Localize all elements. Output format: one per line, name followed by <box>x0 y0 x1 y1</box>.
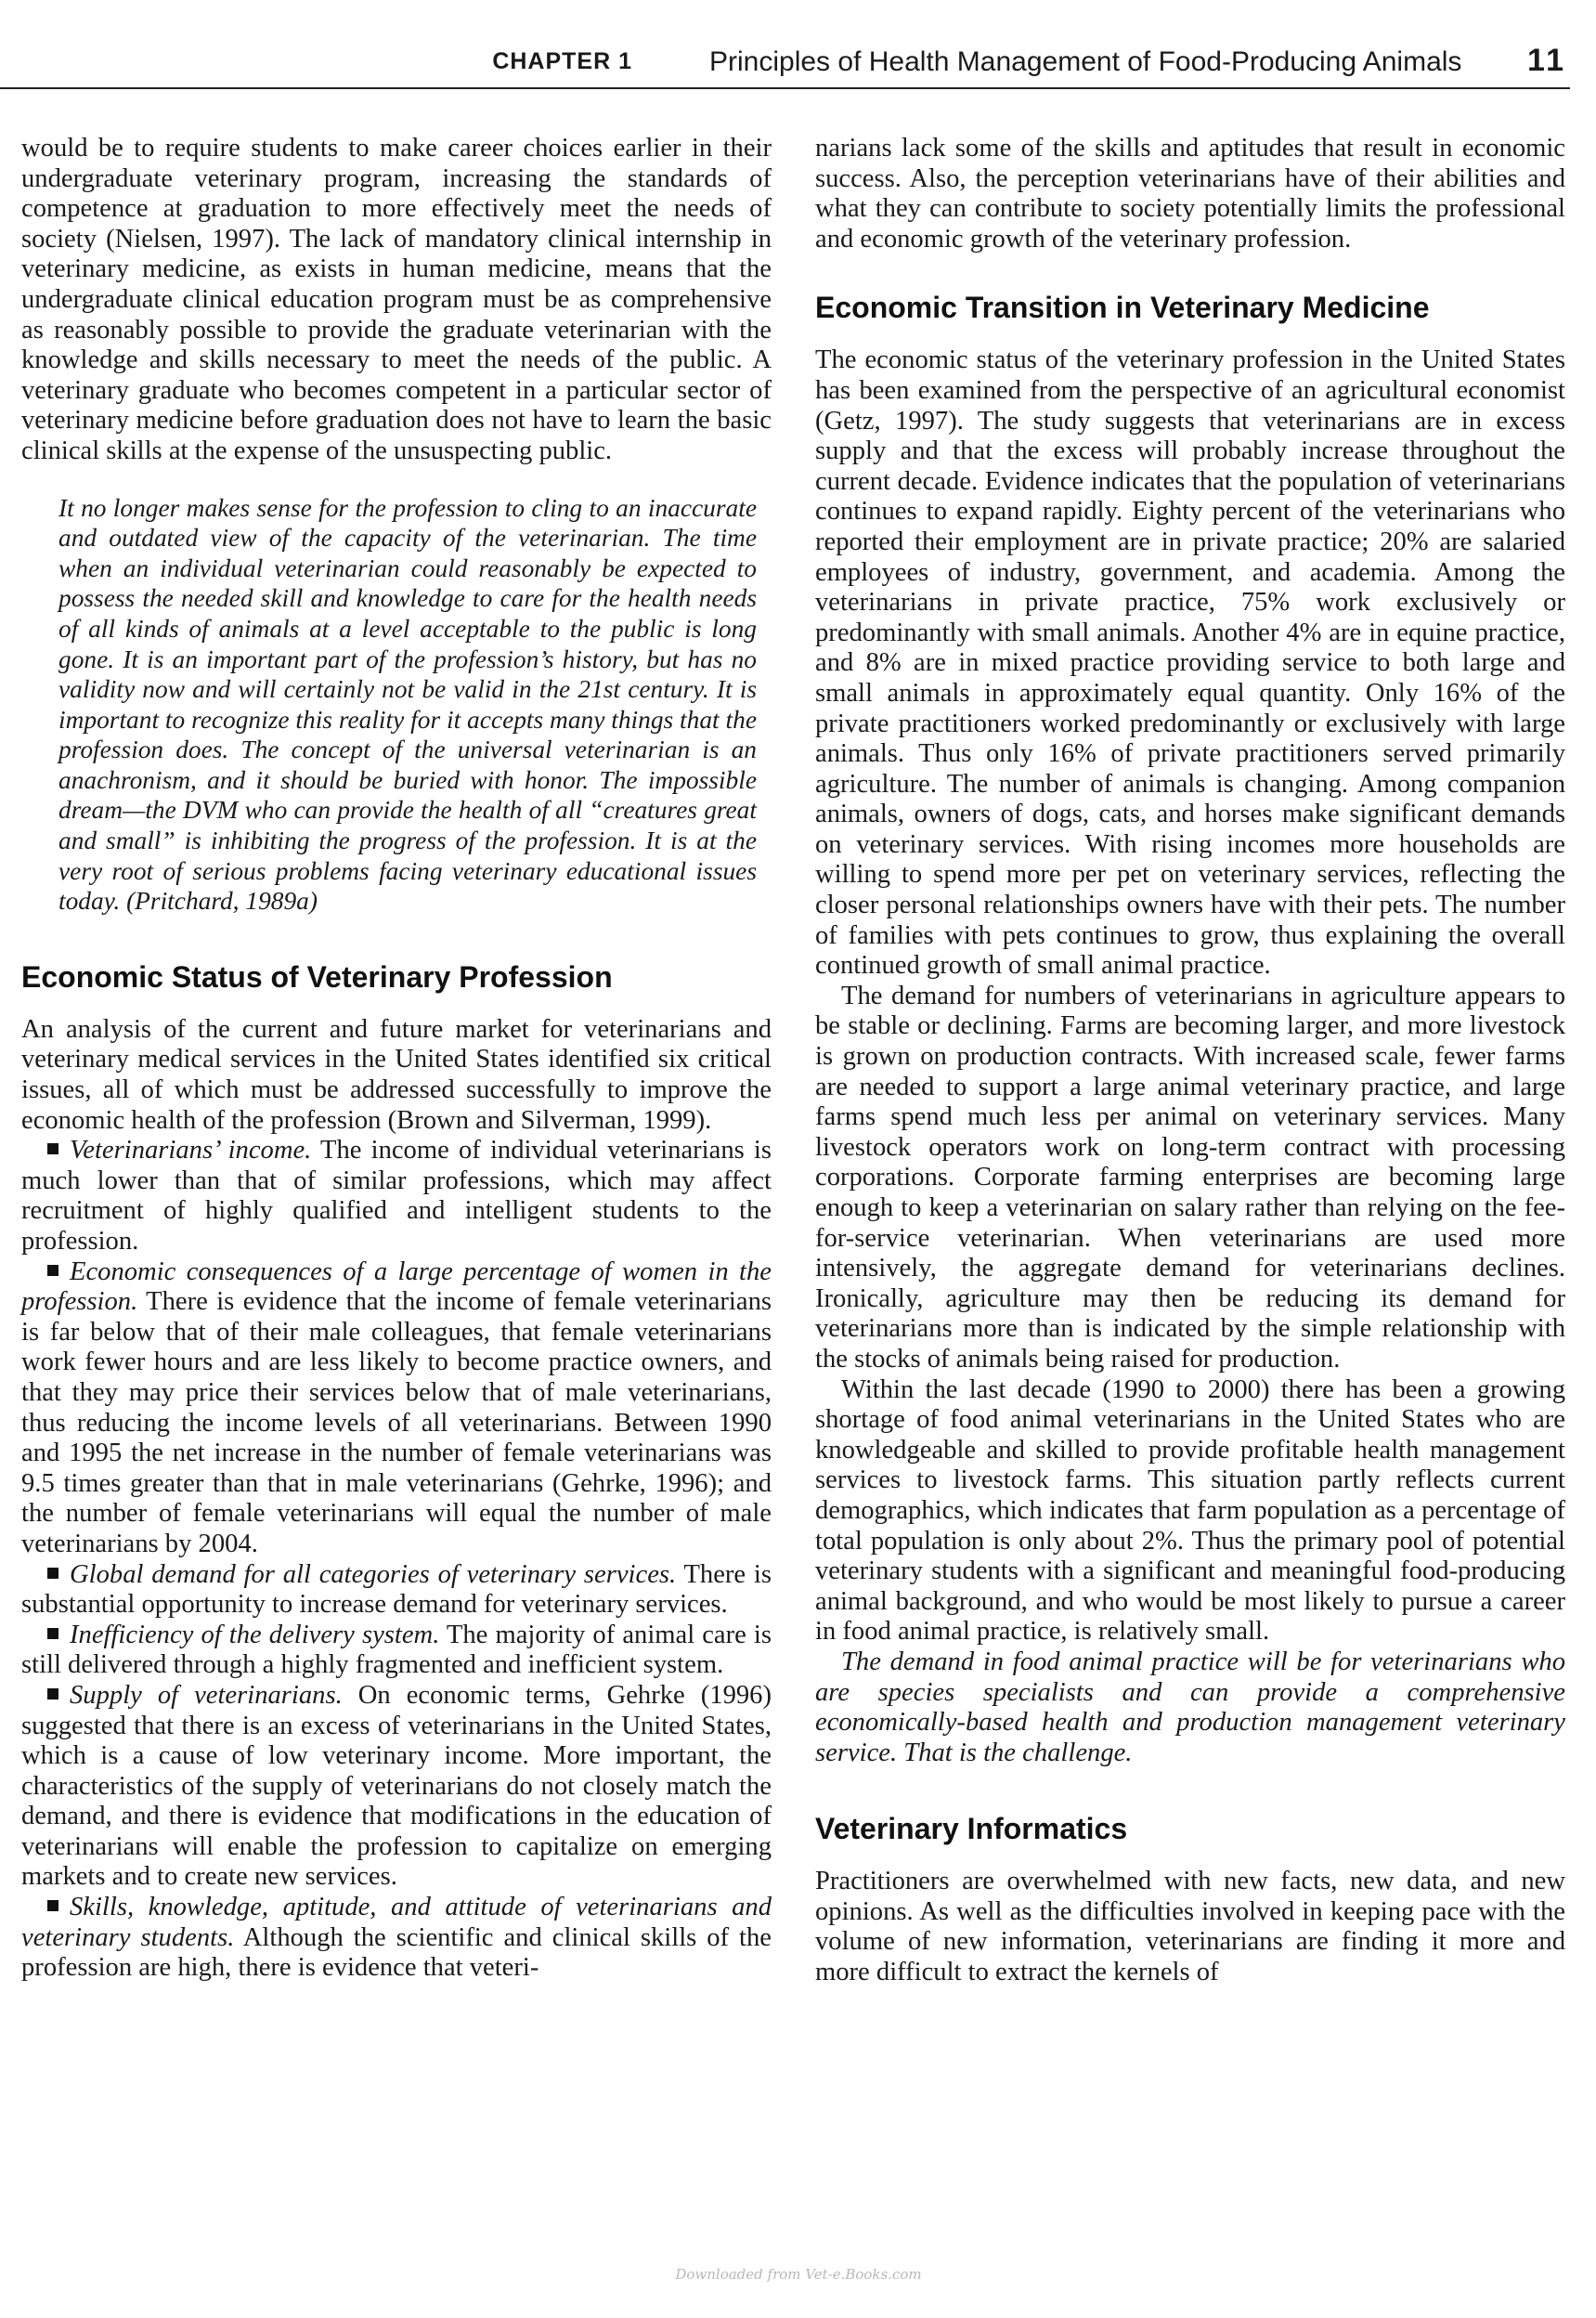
chapter-label: CHAPTER 1 <box>492 48 632 74</box>
page-number: 11 <box>1527 43 1566 78</box>
bullet-term: Global demand for all categories of veterinary services. <box>70 1559 677 1589</box>
download-watermark: Downloaded from Vet-e.Books.com <box>675 2266 922 2283</box>
paragraph: Within the last decade (1990 to 2000) there has been a growing shortage of food animal veterinarians in the United States who are knowledgeable and skilled to provide profitable health management services to livestock farms. This situation partly reflects current demographics, which indicates that farm population as a percentage of total population is only about 2%. Thus the primary pool of potential veterinary students with a significant and meaningful food-producing animal background, and who would be most likely to pursue a career in food animal practice, is relatively small. <box>815 1374 1565 1647</box>
square-bullet-icon <box>47 1265 58 1276</box>
bullet-text: There is evidence that the income of female veterinarians is far below that of their male colleagues, that female veterinarians work fewer hours and are less likely to become practice owners, and that they may price their services below that of male veterinarians, thus reducing the income levels of all veterinarians. Between 1990 and 1995 the net increase in the number of female veterinarians was 9.5 times greater than that in male veterinarians (Gehrke, 1996); and the number of female veterinarians will equal the number of male veterinarians by 2004. <box>21 1287 772 1558</box>
quote-citation: (Pritchard, 1989a) <box>126 887 318 916</box>
square-bullet-icon <box>47 1688 58 1699</box>
section-heading-economic-transition: Economic Transition in Veterinary Medicine <box>815 291 1430 325</box>
section-heading-veterinary-informatics: Veterinary Informatics <box>815 1812 1128 1846</box>
square-bullet-icon <box>47 1900 58 1911</box>
square-bullet-icon <box>47 1568 58 1579</box>
bullet-item <box>21 1621 772 1681</box>
bullet-text: Although the scientific and clinical skills of the profession are high, there is evidence that veteri- <box>21 1922 772 1983</box>
bullet-text: On economic terms, Gehrke (1996) suggested that there is an excess of veterinarians in the United States, which is a cause of low veterinary income. More important, the characteristics of the supply of veterinarians do not closely match the demand, and there is evidence that modifications in the education of veterinarians will enable the profession to capitalize on emerging markets and to create new services. <box>21 1680 772 1892</box>
paragraph-emphasis: The demand in food animal practice will be for veterinarians who are species specialists and can provide a comprehensive economically-based health and production management veterinary service. That is the challenge. <box>815 1647 1565 1767</box>
bullet-term: Veterinarians’ income. <box>70 1136 312 1166</box>
bullet-text: The majority of animal care is still delivered through a highly fragmented and inefficient system. <box>21 1620 772 1680</box>
bullet-term: Inefficiency of the delivery system. <box>70 1620 440 1649</box>
bullet-term: Economic consequences of a large percentage of women in the profession. <box>21 1257 772 1317</box>
left-column <box>21 134 772 1984</box>
bullet-item <box>21 1136 772 1257</box>
bullet-item <box>21 1681 772 1893</box>
bullet-term: Skills, knowledge, aptitude, and attitude of veterinarians and veterinary students. <box>21 1893 772 1952</box>
right-column <box>815 134 1565 1988</box>
bullet-item <box>21 1893 772 1984</box>
chapter-title: Principles of Health Management of Food-Producing Animals <box>709 46 1462 77</box>
paragraph: narians lack some of the skills and aptitudes that result in economic success. Also, the perception veterinarians have of their abilities and what they can contribute to society potentially limits the professional and economic growth of the veterinary profession. <box>815 134 1565 254</box>
section-heading-economic-status: Economic Status of Veterinary Profession <box>21 959 613 994</box>
paragraph: Practitioners are overwhelmed with new facts, new data, and new opinions. As well as the difficulties involved in keeping pace with the volume of new information, veterinarians are finding it more and more difficult to extract the kernels of <box>815 1867 1565 1987</box>
bullet-term: Supply of veterinarians. <box>70 1680 343 1710</box>
bullet-item <box>21 1257 772 1560</box>
square-bullet-icon <box>47 1143 58 1154</box>
paragraph: The demand for numbers of veterinarians in agriculture appears to be stable or declining. Farms are becoming larger, and more livestock is grown on production contracts. With increased scale, fewer farms are needed to support a large animal veterinary practice, and large farms spend much less per animal on veterinary services. Many livestock operators work on long-term contract with processing corporations. Corporate farming enterprises are becoming large enough to keep a veterinarian on salary rather than relying on the fee-for-service veterinarian. When veterinarians are used more intensively, the aggregate demand for veterinarians declines. Ironically, agriculture may then be reducing its demand for veterinarians more than is indicated by the simple relationship with the stocks of animals being raised for production. <box>815 981 1565 1374</box>
bullet-item <box>21 1560 772 1621</box>
paragraph: The economic status of the veterinary profession in the United States has been examined from the perspective of an agricultural economist (Getz, 1997). The study suggests that veterinarians are in excess supply and that the excess will probably increase throughout the current decade. Evidence indicates that the population of veterinarians continues to expand rapidly. Eighty percent of the veterinarians who reported their employment are in private practice; 20% are salaried employees of industry, government, and academia. Among the veterinarians in private practice, 75% work exclusively or predominantly with small animals. Another 4% are in equine practice, and 8% are in mixed practice providing service to both large and small animals in approximately equal quantity. Only 16% of the private practitioners worked predominantly or exclusively with large animals. Thus only 16% of private practitioners served primarily agriculture. The number of animals is changing. Among companion animals, owners of dogs, cats, and horses make significant demands on veterinary services. With rising incomes more households are willing to spend more per pet on veterinary services, reflecting the closer personal relationships owners have with their pets. The number of families with pets continues to grow, thus explaining the overall continued growth of small animal practice. <box>815 345 1565 981</box>
block-quote <box>58 493 757 917</box>
square-bullet-icon <box>47 1628 58 1639</box>
bullet-text: There is substantial opportunity to increase demand for veterinary services. <box>21 1559 772 1620</box>
bullet-text: The income of individual veterinarians is much lower than that of similar professions, which may affect recruitment of highly qualified and intelligent students to the profession. <box>21 1136 772 1256</box>
paragraph: An analysis of the current and future market for veterinarians and veterinary medical services in the United States identified six critical issues, all of which must be addressed successfully to improve the economic health of the profession (Brown and Silverman, 1999). <box>21 1014 772 1135</box>
paragraph: would be to require students to make career choices earlier in their undergraduate veterinary program, increasing the standards of competence at graduation to more effectively meet the needs of society (Nielsen, 1997). The lack of mandatory clinical internship in veterinary medicine, as exists in human medicine, means that the undergraduate clinical education program must be as comprehensive as reasonably possible to provide the graduate veterinarian with the knowledge and skills necessary to meet the needs of the public. A veterinary graduate who becomes competent in a particular sector of veterinary medicine before graduation does not have to learn the basic clinical skills at the expense of the unsuspecting public. <box>21 134 772 465</box>
quote-text: It no longer makes sense for the profession to cling to an inaccurate and outdated view of the capacity of the veterinarian. The time when an individual veterinarian could reasonably be expected to possess the needed skill and knowledge to care for the health needs of all kinds of animals at a level acceptable to the public is long gone. It is an important part of the profession’s history, but has no validity now and will certainly not be valid in the 21st century. It is important to recognize this reality for it accepts many things that the profession does. The concept of the universal veterinarian is an anachronism, and it should be buried with honor. The impossible dream—the DVM who can provide the health of all “creatures great and small” is inhibiting the progress of the profession. It is at the very root of serious problems facing veterinary educational issues today. <box>58 493 757 916</box>
running-head <box>0 41 1570 89</box>
